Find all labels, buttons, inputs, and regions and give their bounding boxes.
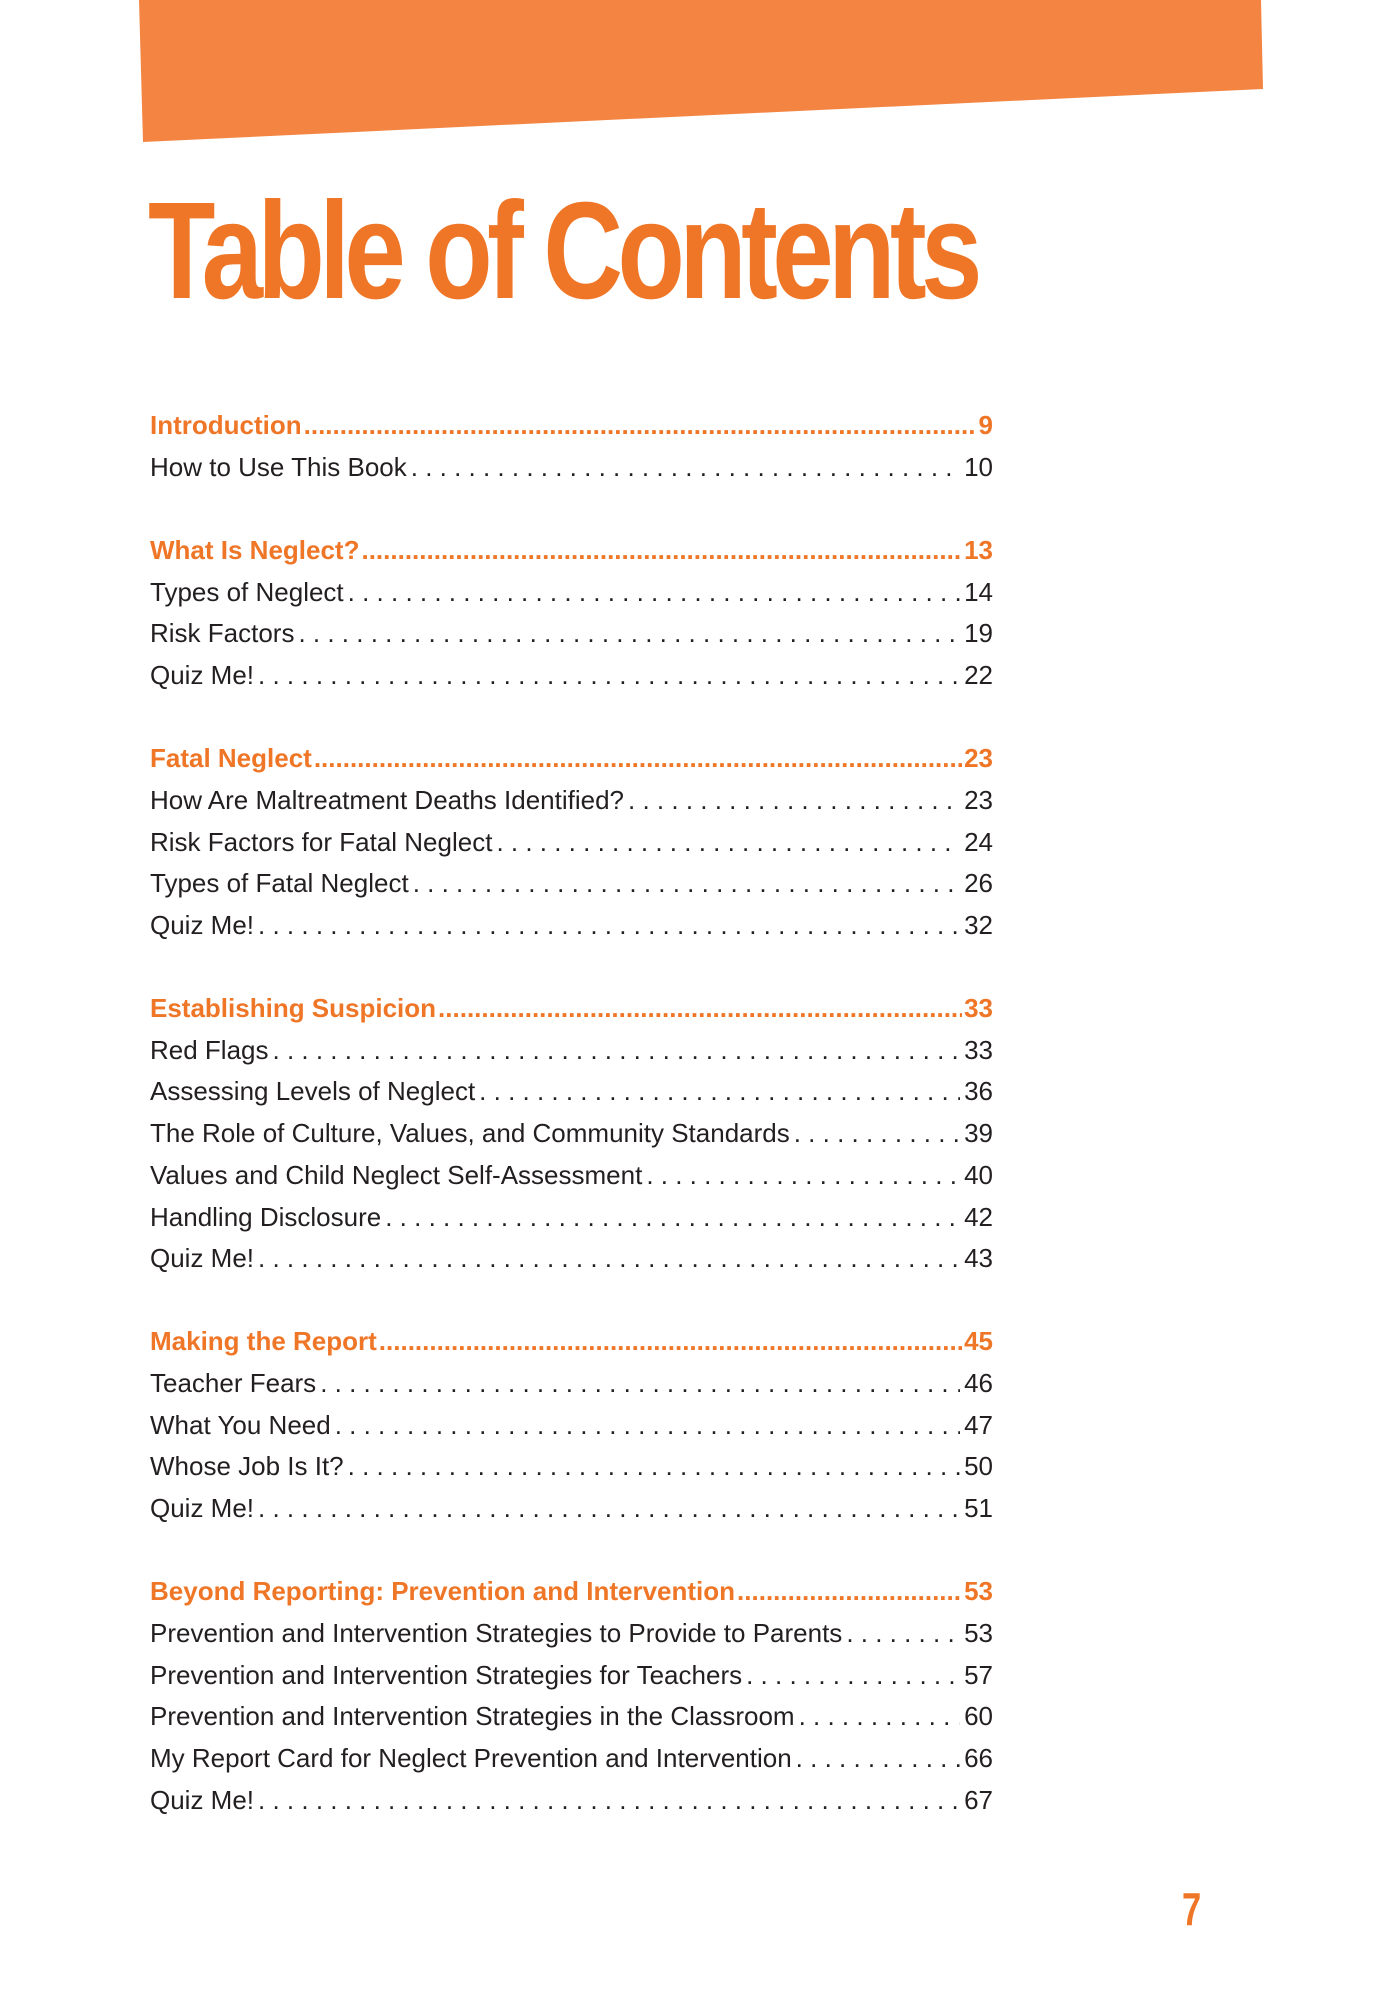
toc-entry-page-number: 36 bbox=[964, 1076, 993, 1107]
dot-leader bbox=[335, 1405, 960, 1447]
toc-entry-page-number: 47 bbox=[964, 1409, 993, 1440]
toc-entry-label: Whose Job Is It? bbox=[150, 1451, 344, 1482]
toc-entry-page-number: 60 bbox=[964, 1701, 993, 1732]
toc-entry-page-number: 53 bbox=[964, 1618, 993, 1648]
toc-entry-label: How to Use This Book bbox=[150, 451, 407, 482]
toc-entry-page-number: 24 bbox=[964, 826, 993, 857]
toc-section-heading[interactable] bbox=[150, 738, 993, 780]
toc-entry-label: The Role of Culture, Values, and Community Standards bbox=[150, 1118, 790, 1149]
toc-entry-page-number: 57 bbox=[964, 1659, 993, 1690]
toc-entry-page-number: 33 bbox=[964, 1034, 993, 1065]
toc-entry-label: Prevention and Intervention Strategies for Teachers bbox=[150, 1659, 743, 1690]
toc-heading-label: Introduction bbox=[150, 410, 302, 440]
toc-section bbox=[150, 1571, 993, 1821]
dot-leader bbox=[479, 1071, 960, 1113]
toc-heading-page-number: 23 bbox=[964, 743, 993, 774]
page-title: Table of Contents bbox=[148, 174, 977, 328]
dot-leader bbox=[314, 738, 962, 780]
toc-entry-label: Quiz Me! bbox=[150, 1243, 255, 1274]
dot-leader bbox=[320, 1363, 960, 1405]
dot-leader bbox=[438, 988, 962, 1030]
toc-section-heading[interactable] bbox=[150, 1321, 993, 1363]
toc-entry[interactable] bbox=[150, 1613, 993, 1655]
toc-entry[interactable] bbox=[150, 1113, 993, 1155]
toc-entry-label: What You Need bbox=[150, 1409, 331, 1440]
toc-entry-page-number: 42 bbox=[964, 1201, 993, 1232]
toc-entry-label: Quiz Me! bbox=[150, 1784, 255, 1815]
toc-heading-label: Making the Report bbox=[150, 1326, 377, 1357]
toc-entry[interactable] bbox=[150, 905, 993, 947]
toc-entry[interactable] bbox=[150, 822, 993, 864]
dot-leader bbox=[846, 1613, 960, 1655]
toc-entry-page-number: 23 bbox=[964, 784, 993, 815]
toc-entry[interactable] bbox=[150, 655, 993, 697]
toc-entry[interactable] bbox=[150, 447, 993, 489]
toc-section bbox=[150, 988, 993, 1280]
toc-entry-page-number: 39 bbox=[964, 1118, 993, 1149]
toc-entry[interactable] bbox=[150, 1446, 993, 1488]
banner-shape bbox=[0, 0, 1400, 150]
header-banner bbox=[0, 0, 1400, 150]
dot-leader bbox=[258, 1488, 960, 1530]
toc-section bbox=[150, 738, 993, 946]
toc-entry[interactable] bbox=[150, 1405, 993, 1447]
toc-entry-label: Quiz Me! bbox=[150, 909, 255, 940]
toc-entry-label: Red Flags bbox=[150, 1034, 269, 1065]
dot-leader bbox=[746, 1655, 960, 1697]
table-of-contents bbox=[150, 405, 993, 1863]
toc-entry[interactable] bbox=[150, 863, 993, 905]
toc-entry[interactable] bbox=[150, 613, 993, 655]
toc-entry-page-number: 22 bbox=[964, 659, 993, 690]
toc-entry[interactable] bbox=[150, 1155, 993, 1197]
dot-leader bbox=[273, 1030, 961, 1072]
dot-leader bbox=[628, 780, 960, 822]
toc-heading-page-number: 9 bbox=[978, 410, 993, 440]
toc-heading-label: What Is Neglect? bbox=[150, 534, 360, 565]
toc-entry[interactable] bbox=[150, 1363, 993, 1405]
dot-leader bbox=[411, 447, 960, 489]
dot-leader bbox=[348, 1446, 960, 1488]
dot-leader bbox=[496, 822, 960, 864]
dot-leader bbox=[258, 1780, 960, 1822]
toc-entry-label: Assessing Levels of Neglect bbox=[150, 1076, 476, 1107]
toc-heading-page-number: 53 bbox=[964, 1576, 993, 1607]
toc-entry-label: Risk Factors bbox=[150, 618, 295, 649]
toc-entry[interactable] bbox=[150, 1238, 993, 1280]
toc-entry[interactable] bbox=[150, 1738, 993, 1780]
toc-entry-page-number: 26 bbox=[964, 868, 993, 899]
dot-leader bbox=[796, 1738, 960, 1780]
toc-heading-page-number: 33 bbox=[964, 993, 993, 1024]
toc-entry-label: How Are Maltreatment Deaths Identified? bbox=[150, 784, 625, 815]
toc-section-heading[interactable] bbox=[150, 1571, 993, 1613]
toc-entry-label: Handling Disclosure bbox=[150, 1201, 382, 1232]
toc-entry[interactable] bbox=[150, 1488, 993, 1530]
toc-section bbox=[150, 530, 993, 697]
toc-entry[interactable] bbox=[150, 1780, 993, 1822]
toc-entry[interactable] bbox=[150, 1655, 993, 1697]
toc-entry-page-number: 46 bbox=[964, 1368, 993, 1399]
dot-leader bbox=[646, 1155, 960, 1197]
page-number: 7 bbox=[1182, 1883, 1202, 1935]
toc-section-heading[interactable] bbox=[150, 405, 993, 447]
dot-leader bbox=[379, 1321, 962, 1363]
toc-section bbox=[150, 405, 993, 488]
dot-leader bbox=[304, 405, 977, 447]
toc-entry-label: Values and Child Neglect Self-Assessment bbox=[150, 1159, 643, 1190]
toc-section bbox=[150, 1321, 993, 1529]
toc-entry-label: Types of Neglect bbox=[150, 576, 344, 607]
dot-leader bbox=[385, 1197, 960, 1239]
toc-entry-page-number: 40 bbox=[964, 1159, 993, 1190]
toc-heading-page-number: 45 bbox=[964, 1326, 993, 1357]
toc-entry-page-number: 32 bbox=[964, 909, 993, 940]
toc-heading-label: Fatal Neglect bbox=[150, 743, 312, 774]
dot-leader bbox=[799, 1696, 960, 1738]
toc-entry-label: Prevention and Intervention Strategies in the Classroom bbox=[150, 1701, 795, 1732]
dot-leader bbox=[737, 1571, 962, 1613]
dot-leader bbox=[794, 1113, 960, 1155]
toc-entry-label: Risk Factors for Fatal Neglect bbox=[150, 826, 493, 857]
toc-entry-label: Types of Fatal Neglect bbox=[150, 868, 409, 899]
toc-entry-label: Prevention and Intervention Strategies to Provide to Parents bbox=[150, 1618, 843, 1648]
toc-entry[interactable] bbox=[150, 1197, 993, 1239]
toc-entry-label: Quiz Me! bbox=[150, 1493, 255, 1524]
toc-entry-page-number: 51 bbox=[964, 1493, 993, 1524]
dot-leader bbox=[258, 1238, 960, 1280]
toc-entry-page-number: 14 bbox=[964, 576, 993, 607]
toc-heading-page-number: 13 bbox=[964, 534, 993, 565]
dot-leader bbox=[258, 905, 960, 947]
toc-entry[interactable] bbox=[150, 780, 993, 822]
dot-leader bbox=[258, 655, 960, 697]
toc-entry-page-number: 66 bbox=[964, 1743, 993, 1774]
toc-entry-label: Teacher Fears bbox=[150, 1368, 317, 1399]
toc-section-heading[interactable] bbox=[150, 530, 993, 572]
toc-entry-page-number: 50 bbox=[964, 1451, 993, 1482]
dot-leader bbox=[348, 572, 960, 614]
dot-leader bbox=[361, 530, 962, 572]
toc-entry-page-number: 67 bbox=[964, 1784, 993, 1815]
toc-entry[interactable] bbox=[150, 1030, 993, 1072]
toc-entry-label: Quiz Me! bbox=[150, 659, 255, 690]
toc-heading-label: Beyond Reporting: Prevention and Intervention bbox=[150, 1576, 736, 1607]
toc-section-heading[interactable] bbox=[150, 988, 993, 1030]
toc-entry-page-number: 10 bbox=[964, 451, 993, 482]
toc-entry-page-number: 43 bbox=[964, 1243, 993, 1274]
toc-entry[interactable] bbox=[150, 572, 993, 614]
toc-entry-page-number: 19 bbox=[964, 618, 993, 649]
dot-leader bbox=[413, 863, 960, 905]
toc-entry[interactable] bbox=[150, 1071, 993, 1113]
toc-heading-label: Establishing Suspicion bbox=[150, 993, 437, 1024]
toc-entry-label: My Report Card for Neglect Prevention and Intervention bbox=[150, 1743, 792, 1774]
dot-leader bbox=[298, 613, 960, 655]
toc-entry[interactable] bbox=[150, 1696, 993, 1738]
